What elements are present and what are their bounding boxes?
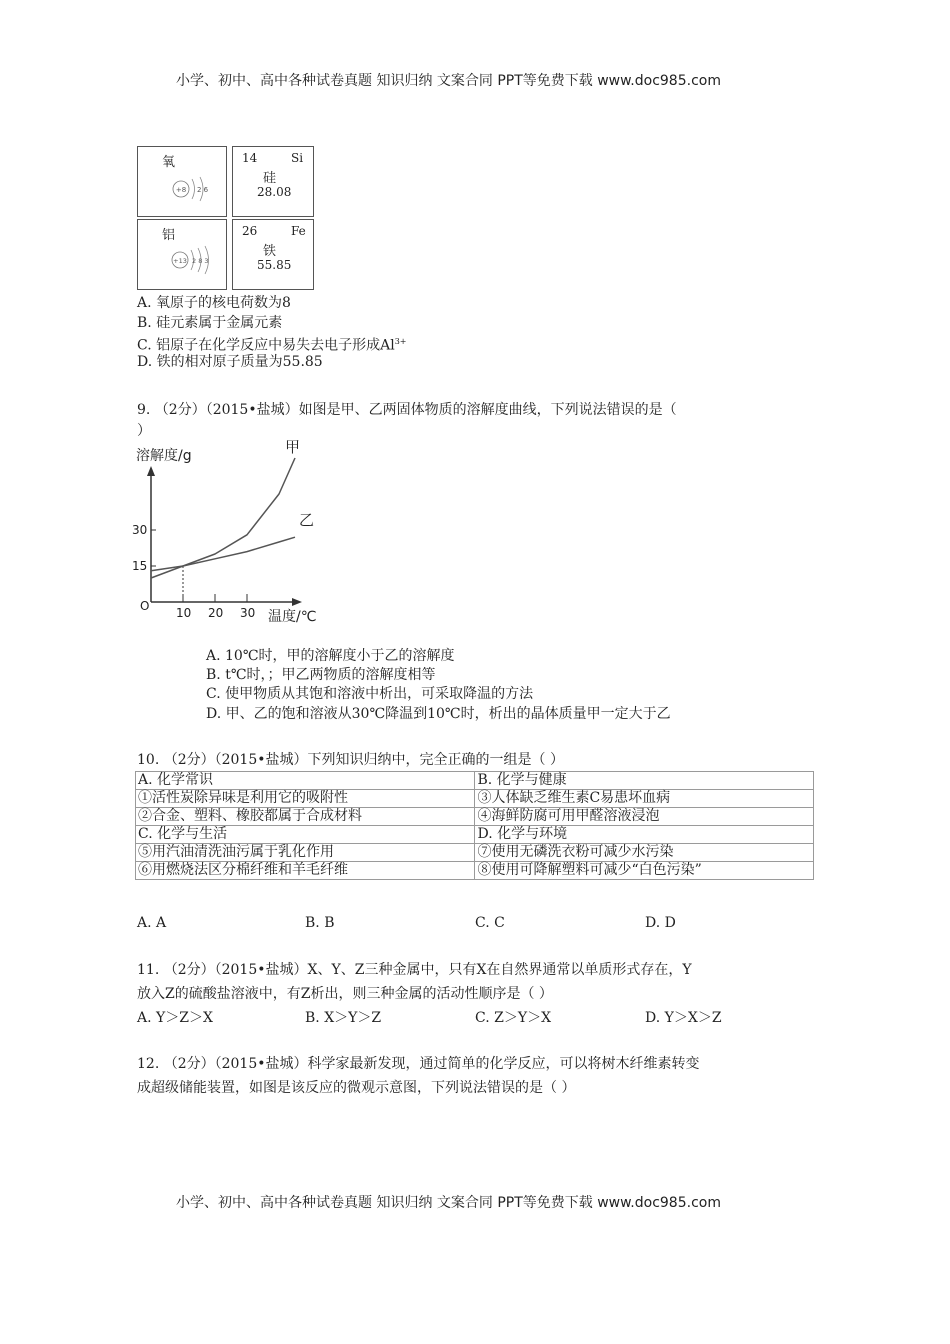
q11-stem-line1: 11. （2分）（2015•盐城）X、Y、Z三种金属中，只有X在自然界通常以单质形式存在，Y [137, 962, 692, 978]
q12-stem-line1: 12. （2分）（2015•盐城）科学家最新发现，通过简单的化学反应，可以将树木纤维素转变 [137, 1056, 700, 1072]
aluminum-atom-structure [166, 242, 224, 278]
iron-cell [232, 219, 314, 290]
q9-option-c: C. 使甲物质从其饱和溶液中析出，可采取降温的方法 [206, 686, 534, 702]
series-label-yi: 乙 [299, 511, 315, 530]
table-row [136, 826, 814, 844]
x-axis-label: 温度/℃ [268, 609, 317, 625]
q8-option-a: A. 氧原子的核电荷数为8 [137, 295, 291, 311]
oxygen-atom-structure [166, 171, 222, 207]
q10-choice-b: B. B [305, 915, 335, 931]
table-cell: D. 化学与环境 [475, 826, 814, 844]
x-tick-label: 10 [176, 606, 192, 620]
iron-name: 铁 [263, 244, 277, 259]
q9-stem-line1: 9. （2分）（2015•盐城）如图是甲、乙两固体物质的溶解度曲线，下列说法错误的是（ [137, 402, 677, 418]
table-cell: ⑤用汽油清洗油污属于乳化作用 [136, 844, 475, 862]
q10-knowledge-table [135, 771, 814, 880]
q11-stem-line2: 放入Z的硫酸盐溶液中，有Z析出，则三种金属的活动性顺序是（ ） [137, 986, 553, 1002]
solubility-chart [130, 440, 330, 630]
table-row [136, 808, 814, 826]
origin-label: O [140, 599, 150, 613]
q12-stem-line2: 成超级储能装置，如图是该反应的微观示意图，下列说法错误的是（ ） [137, 1080, 576, 1096]
iron-number: 26 [242, 224, 258, 238]
y-axis-arrow [147, 466, 155, 476]
silicon-number: 14 [242, 151, 258, 165]
x-axis-arrow [292, 598, 302, 606]
q9-option-d: D. 甲、乙的饱和溶液从30℃降温到10℃时，析出的晶体质量甲一定大于乙 [206, 706, 671, 722]
q8-option-b: B. 硅元素属于金属元素 [137, 315, 283, 331]
table-cell: A. 化学常识 [136, 772, 475, 790]
table-cell: ①活性炭除异味是利用它的吸附性 [136, 790, 475, 808]
q10-choice-c: C. C [475, 915, 505, 931]
table-row [136, 790, 814, 808]
periodic-cells-figure [137, 146, 312, 288]
table-row [136, 862, 814, 880]
x-tick-label: 20 [208, 606, 224, 620]
silicon-symbol: Si [291, 151, 304, 165]
silicon-mass: 28.08 [257, 185, 292, 199]
aluminum-cell [137, 219, 227, 290]
page-footer: 小学、初中、高中各种试卷真题 知识归纳 文案合同 PPT等免费下载 www.doc985.com [176, 1195, 721, 1211]
q9-option-a: A. 10℃时，甲的溶解度小于乙的溶解度 [206, 648, 455, 664]
oxygen-cell [137, 146, 227, 217]
q9-option-b: B. t℃时，；甲乙两物质的溶解度相等 [206, 667, 436, 683]
q11-choice-b: B. X＞Y＞Z [305, 1010, 382, 1026]
x-tick-label: 30 [240, 606, 256, 620]
table-cell: B. 化学与健康 [475, 772, 814, 790]
iron-symbol: Fe [291, 224, 306, 238]
table-row [136, 844, 814, 862]
table-row [136, 772, 814, 790]
series-line-jia [151, 458, 295, 578]
oxygen-shells: 2 6 [197, 186, 209, 194]
silicon-cell [232, 146, 314, 217]
aluminum-name: 铝 [162, 228, 176, 243]
table-cell: ⑧使用可降解塑料可减少“白色污染” [475, 862, 814, 880]
series-line-yi [151, 537, 295, 571]
series-label-jia: 甲 [285, 440, 301, 456]
aluminum-nucleus: +13 [173, 257, 187, 265]
q11-choice-c: C. Z＞Y＞X [475, 1010, 552, 1026]
q8-option-d: D. 铁的相对原子质量为55.85 [137, 354, 323, 370]
table-cell: C. 化学与生活 [136, 826, 475, 844]
iron-mass: 55.85 [257, 258, 292, 272]
y-tick-label: 30 [132, 523, 148, 537]
oxygen-name: 氧 [162, 155, 176, 170]
q10-stem: 10. （2分）（2015•盐城）下列知识归纳中，完全正确的一组是（ ） [137, 752, 564, 768]
q9-stem-line2: ） [137, 423, 151, 439]
q11-choice-a: A. Y＞Z＞X [137, 1010, 213, 1026]
table-cell: ②合金、塑料、橡胶都属于合成材料 [136, 808, 475, 826]
table-cell: ④海鲜防腐可用甲醛溶液浸泡 [475, 808, 814, 826]
y-tick-label: 15 [132, 559, 148, 573]
q8-option-c-superscript: 3+ [394, 337, 407, 346]
table-cell: ③人体缺乏维生素C易患坏血病 [475, 790, 814, 808]
table-cell: ⑦使用无磷洗衣粉可减少水污染 [475, 844, 814, 862]
y-axis-label: 溶解度/g [136, 448, 192, 464]
oxygen-nucleus: +8 [175, 186, 187, 194]
table-cell: ⑥用燃烧法区分棉纤维和羊毛纤维 [136, 862, 475, 880]
q11-choice-d: D. Y＞X＞Z [645, 1010, 722, 1026]
q8-option-c-text: C. 铝原子在化学反应中易失去电子形成Al [137, 337, 395, 354]
q10-choice-d: D. D [645, 915, 676, 931]
q10-choice-a: A. A [137, 915, 167, 931]
silicon-name: 硅 [263, 171, 277, 186]
page-header: 小学、初中、高中各种试卷真题 知识归纳 文案合同 PPT等免费下载 www.doc985.com [176, 73, 721, 89]
aluminum-shells: 2 8 3 [192, 257, 209, 265]
